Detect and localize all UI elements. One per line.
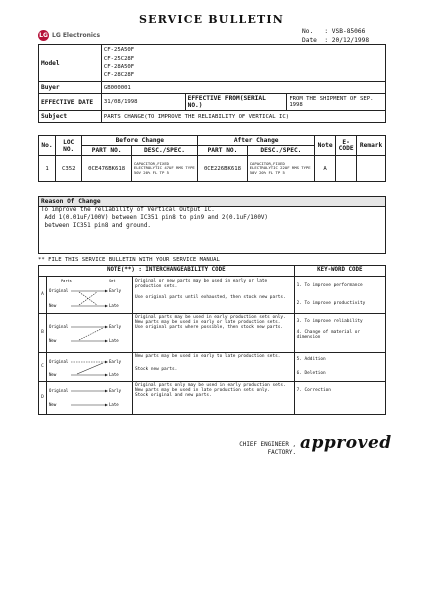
diagram-early-label: Early — [108, 358, 122, 364]
code-text: Original or new parts may be used in early or late production sets. — [134, 279, 268, 290]
diagram-late-label: Late — [108, 303, 119, 308]
subject-row — [39, 111, 386, 123]
keyword-item: 2. To improve productivity — [296, 301, 366, 306]
document-date: Date : 20/12/1998 — [302, 37, 370, 44]
keyword-item: 7. Correction — [296, 388, 331, 393]
col-before-part: PART NO. — [82, 146, 132, 156]
arrow-head — [105, 305, 108, 308]
interchangeability-table — [38, 265, 386, 415]
arrow-head — [105, 326, 108, 329]
col-ecode: E-CODE — [336, 136, 357, 156]
keyword-cell — [294, 353, 385, 382]
effective-date-value: 31/08/1998 — [101, 94, 185, 111]
diagram-d — [46, 382, 132, 415]
diagram-new-label: New — [48, 338, 57, 343]
reason-text — [39, 207, 385, 230]
diagram-set-label: Set — [108, 279, 116, 283]
company-logo — [38, 30, 100, 41]
row-after-desc: CAPACITOR,FIXED ELECTROLYTIC 22UF RMS TYPE 50V 20% FL TP 5 — [247, 156, 314, 182]
code-row-d — [39, 382, 386, 415]
effective-row — [39, 94, 386, 111]
buyer-row — [39, 82, 386, 94]
col-loc: LOC NO. — [56, 136, 82, 156]
subject-value: PARTS CHANGE(TO IMPROVE THE RELIABILITY OF VERTICAL IC) — [101, 111, 385, 123]
code-text: New parts may be used in late production sets only. — [134, 388, 270, 394]
effective-date-label: EFFECTIVE DATE — [39, 94, 102, 111]
table-row — [39, 156, 386, 182]
reason-line: between IC351 pin8 and ground. — [41, 222, 151, 229]
code-row-c — [39, 353, 386, 382]
diagram-new-label: New — [48, 303, 57, 308]
model-item: CF-25A50F — [103, 47, 135, 54]
approval-signature: approved — [300, 433, 392, 453]
reason-line: To improve the reliability of Vertical Output IC. — [41, 207, 215, 213]
diagram-original-label: Original — [48, 288, 69, 293]
effective-from-label: EFFECTIVE FROM(SERIAL NO.) — [185, 94, 287, 111]
col-before-change: Before Change — [82, 136, 198, 146]
code-description — [132, 353, 294, 382]
diagram-new-label: New — [48, 402, 57, 407]
diagram-a — [46, 277, 132, 314]
reason-box — [38, 196, 386, 254]
row-before-part: 0CE476BK618 — [82, 156, 132, 182]
diagram-c — [46, 353, 132, 382]
row-remark — [357, 156, 386, 182]
buyer-value: GB000001 — [101, 82, 385, 94]
parts-header-row — [39, 136, 386, 146]
row-ecode — [336, 156, 357, 182]
keyword-cell — [294, 277, 385, 314]
interchange-diagram-a — [47, 277, 132, 313]
arrow-line — [77, 363, 103, 374]
interchange-diagram-d — [47, 382, 132, 414]
col-note: Note — [315, 136, 336, 156]
col-remark: Remark — [357, 136, 386, 156]
code-text: Use original parts until exhausted, then stock new parts. — [134, 295, 286, 301]
col-after-part: PART NO. — [198, 146, 248, 156]
reason-line: Add 1(0.01uF/100V) between IC351 pin8 to pin9 and 2(0.1uF/100V) — [41, 214, 268, 221]
code-description — [132, 277, 294, 314]
keyword-item: 1. To improve performance — [296, 283, 363, 288]
arrow-line — [79, 328, 103, 340]
diagram-early-label: Early — [108, 288, 122, 293]
keyword-item: 3. To improve reliability — [296, 319, 363, 324]
diagram-original-label: Original — [48, 358, 69, 364]
diagram-parts-label: Parts — [60, 279, 72, 283]
keyword-header: KEY-WORD CODE — [294, 266, 385, 277]
factory-label: FACTORY. — [267, 450, 296, 456]
note-header-row — [39, 266, 386, 277]
diagram-original-label: Original — [48, 324, 69, 329]
keyword-cell — [294, 382, 385, 415]
diagram-late-label: Late — [108, 338, 119, 343]
code-letter: A — [39, 277, 47, 314]
code-row-b — [39, 314, 386, 353]
code-text: New parts may be used in early or late production sets. — [134, 320, 281, 326]
arrow-head — [105, 404, 108, 407]
buyer-label: Buyer — [39, 82, 102, 94]
row-loc: C352 — [56, 156, 82, 182]
arrow-head — [105, 390, 108, 393]
model-item: CF-28C28F — [103, 72, 135, 79]
code-text: Use original parts where possible, then stock new parts. — [134, 325, 284, 331]
arrow-head — [105, 340, 108, 343]
keyword-cell — [294, 314, 385, 353]
col-after-change: After Change — [198, 136, 315, 146]
arrow-head — [105, 373, 108, 376]
arrow-head — [105, 360, 108, 363]
diagram-early-label: Early — [108, 324, 122, 329]
diagram-late-label: Late — [108, 371, 119, 377]
row-no: 1 — [39, 156, 56, 182]
subject-label: Subject — [39, 111, 102, 123]
keyword-item: 5. Addition — [296, 357, 326, 362]
diagram-b — [46, 314, 132, 353]
row-after-part: 0CE226BK618 — [198, 156, 248, 182]
file-note: ** FILE THIS SERVICE BULLETIN WITH YOUR SERVICE MANUAL — [38, 257, 220, 263]
diagram-new-label: New — [48, 371, 57, 377]
code-letter: D — [39, 382, 47, 415]
parts-change-table — [38, 135, 386, 182]
code-text: New parts may be used in early to late production sets. — [134, 354, 281, 359]
document-number: No. : VSB-85066 — [302, 28, 366, 35]
code-letter: C — [39, 353, 47, 382]
code-text: Stock new parts. — [134, 367, 178, 373]
model-row — [39, 45, 386, 82]
diagram-late-label: Late — [108, 402, 119, 407]
diagram-original-label: Original — [48, 388, 69, 393]
row-note: A — [315, 156, 336, 182]
effective-from-value: FROM THE SHIPMENT OF SEP. 1998 — [287, 94, 386, 111]
code-letter: B — [39, 314, 47, 353]
code-row-a — [39, 277, 386, 314]
col-before-desc: DESC./SPEC. — [131, 146, 197, 156]
code-description — [132, 382, 294, 415]
keyword-item: 4. Change of material or dimension — [296, 330, 361, 340]
interchange-diagram-c — [47, 354, 132, 381]
model-list — [101, 45, 385, 82]
model-item: CF-28A50F — [103, 64, 135, 70]
chief-engineer-label: CHIEF ENGINEER , — [239, 442, 296, 448]
arrow-head — [105, 290, 108, 293]
bulletin-title: SERVICE BULLETIN — [138, 13, 285, 26]
reason-label: Reason Of Change — [39, 197, 385, 207]
code-text: Stock original and new parts. — [134, 393, 212, 399]
interchange-diagram-b — [47, 314, 132, 352]
model-item: CF-25C28F — [103, 55, 135, 62]
note-header: NOTE(**) : INTERCHANGEABILITY CODE — [39, 266, 295, 277]
company-name: LG Electronics — [52, 32, 101, 39]
lg-logo-icon: LG — [39, 32, 48, 39]
code-description — [132, 314, 294, 353]
code-text: Original parts may be used in early production sets only. — [134, 315, 286, 320]
bulletin-info-table — [38, 44, 386, 123]
col-no: No. — [39, 136, 56, 156]
diagram-early-label: Early — [108, 388, 122, 393]
document-number-block — [302, 27, 369, 45]
row-before-desc: CAPACITOR,FIXED ELECTROLYTIC 47UF RMS TYPE 50V 20% FL TP 5 — [131, 156, 197, 182]
code-text: Original parts only may be used in early production sets. — [134, 383, 286, 388]
model-label: Model — [39, 45, 102, 82]
keyword-item: 6. Deletion — [296, 371, 326, 376]
col-after-desc: DESC./SPEC. — [247, 146, 314, 156]
signature-block — [228, 441, 296, 457]
